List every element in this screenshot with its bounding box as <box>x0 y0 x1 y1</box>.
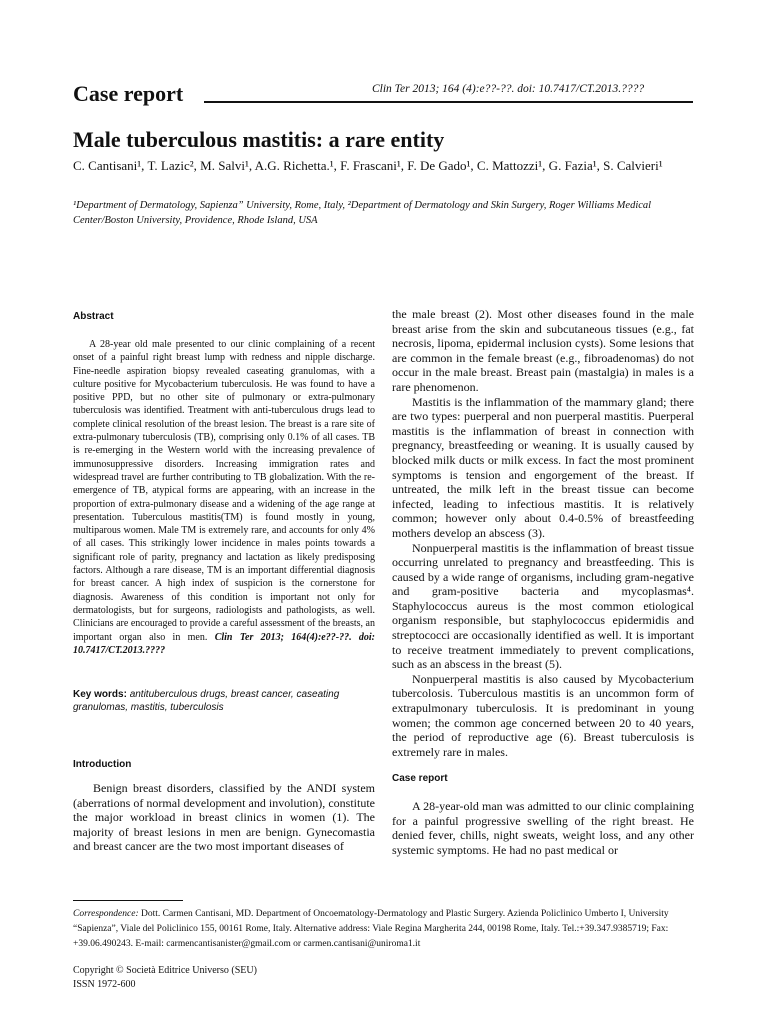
introduction-body <box>73 781 375 854</box>
article-title: Male tuberculous mastitis: a rare entity <box>73 127 445 152</box>
body-paragraph-3: Nonpuerperal mastitis is the inflammation of breast tissue occurring unrelated to pregnancy and breastfeeding. This is caused by a wide range of organisms, including gram-negative and gram-positive bacteria and mycoplasmas⁴. Staphylococcus aureus is the most common etiological organism responsible, but staphylococcus epidermidis and streptococci are occasionally identified as well. It is important to receive treatment immediately to prevent complications, such as an abscess in the breast (5). <box>392 540 694 672</box>
case-report-heading: Case report <box>392 773 448 784</box>
correspondence-text: Dott. Carmen Cantisani, MD. Department of Oncoematology-Dermatology and Plastic Surgery. Azienda Policlinico Umberto I, University “Sapienza”, Viale del Policlinico 155, 00161 Rome, Italy. Alternative address: Viale Regina Margherita 244, 00198 Rome, Italy. Tel.:+39.347.9385719; Fax: +39.06.490243. E-mail: carmencantisanister@gmail.com or carmen.cantisani@uniroma1.it <box>73 909 669 949</box>
affiliations: ¹Department of Dermatology, Sapienza” University, Rome, Italy, ²Department of Dermatology and Skin Surgery, Roger Williams Medical Center/Boston University, Providence, Rhode Island, USA <box>73 200 652 226</box>
body-paragraph-1: the male breast (2). Most other diseases found in the male breast arise from the skin and subcutaneous tissues (e.g., fat necrosis, lipoma, epidermal inclusion cysts). Some lesions that are common in the female breast (e.g., fibroadenomas) do not occur in the male breast. Breast pain (mastalgia) in males is a rare phenomenon. <box>392 307 694 394</box>
keywords-text: antituberculous drugs, breast cancer, caseating granulomas, mastitis, tuberculosis <box>73 689 340 713</box>
abstract-citation: Clin Ter 2013; 164(4):e??-??. doi: 10.7417/CT.2013.???? <box>73 631 376 656</box>
copyright-block <box>73 964 257 992</box>
header-rule <box>204 101 693 103</box>
keywords <box>73 688 375 714</box>
introduction-paragraph: Benign breast disorders, classified by the ANDI system (aberrations of normal development and involution), constitute the major workload in breast clinics in women (1). The majority of breast lesions in men are benign. Gynecomastia and breast cancer are the two most important diseases of <box>73 781 375 854</box>
right-column-body <box>392 307 694 759</box>
keywords-label: Key words: <box>73 689 127 700</box>
section-label: Case report <box>73 81 184 106</box>
copyright-text: Copyright © Società Editrice Universo (SEU) <box>73 965 257 976</box>
case-report-body <box>392 799 694 857</box>
introduction-heading: Introduction <box>73 759 132 770</box>
body-paragraph-2: Mastitis is the inflammation of the mammary gland; there are two types: puerperal and non puerperal mastitis. Puerperal mastitis is the inflammation of breast in connection with pregnancy, breastfeeding or weaning. It is usually caused by blocked milk ducts or milk excess. In fact the most prominent symptoms is tension and engorgement of the breast. If untreated, the milk left in the breast tissue can become infected, leading to infectious mastitis. It is relatively common; however only about 0.4-0.5% of breastfeeding mothers develop an abscess (3). <box>392 394 694 540</box>
abstract-heading: Abstract <box>73 311 114 322</box>
issn-text: ISSN 1972-600 <box>73 979 136 990</box>
body-paragraph-4: Nonpuerperal mastitis is also caused by Mycobacterium tubercolosis. Tuberculous mastitis is an uncommon form of extrapulmonary tuberculosis. It is predominant in young women; the common age concerned between 20 to 40 years, the period of reproductive age (6). Breast tuberculosis is extremely rare in males. <box>392 671 694 759</box>
correspondence-note <box>73 907 695 952</box>
abstract-body <box>73 338 375 657</box>
abstract-text: A 28-year old male presented to our clinic complaining of a recent onset of a painful right breast lump with redness and nipple discharge. Fine-needle aspiration biopsy revealed caseating granulomas, with a culture positive for Mycobacterium tuberculosis. He was found to have a positive PPD, but no other site of pulmonary or extra-pulmonary tuberculosis was identified. Treatment with anti-tuberculous drugs lead to complete clinical resolution of the breast lesion. The breast is a rare site of extra-pulmonary tuberculosis (TB), comprising only 0.1% of all cases. TB is re-emerging in the Western world with the increasing prevalence of immunosuppressive disorders. Increasing immigration rates and widespread travel are further contributing to TB globalization. With the re-emergence of TB, atypical forms are appearing, with an increase in the proportion of extra-pulmonary disease and a widening of the age range at presentation. Tuberculous mastitis(TM) is found mostly in young, multiparous women. Male TM is extremely rare, and accounts for only 4% of all cases. This strikingly lower incidence in males points towards a significant role of parity, pregnancy and lactation as likely predisposing factors. Although a rare disease, TM is an important differential diagnosis for breast cancer. A high index of suspicion is the cornerstone for diagnosis. Awareness of this condition is important not only for dermatologists, but for surgeons, radiologists and pathologists, as well. Clinicians are encouraged to provide a careful assessment of the breasts, an important organ also in men. <box>73 339 375 643</box>
footnote-rule <box>73 900 183 901</box>
header-citation: Clin Ter 2013; 164 (4):e??-??. doi: 10.7417/CT.2013.???? <box>372 83 645 95</box>
author-list: C. Cantisani¹, T. Lazic², M. Salvi¹, A.G. Richetta.¹, F. Frascani¹, F. De Gado¹, C. Mattozzi¹, G. Fazia¹, S. Calvieri¹ <box>73 158 663 173</box>
case-report-paragraph: A 28-year-old man was admitted to our clinic complaining for a painful progressive swelling of the right breast. He denied fever, chills, night sweats, weight loss, and any other systemic symptoms. He had no past medical or <box>392 799 694 857</box>
correspondence-label: Correspondence: <box>73 909 139 919</box>
